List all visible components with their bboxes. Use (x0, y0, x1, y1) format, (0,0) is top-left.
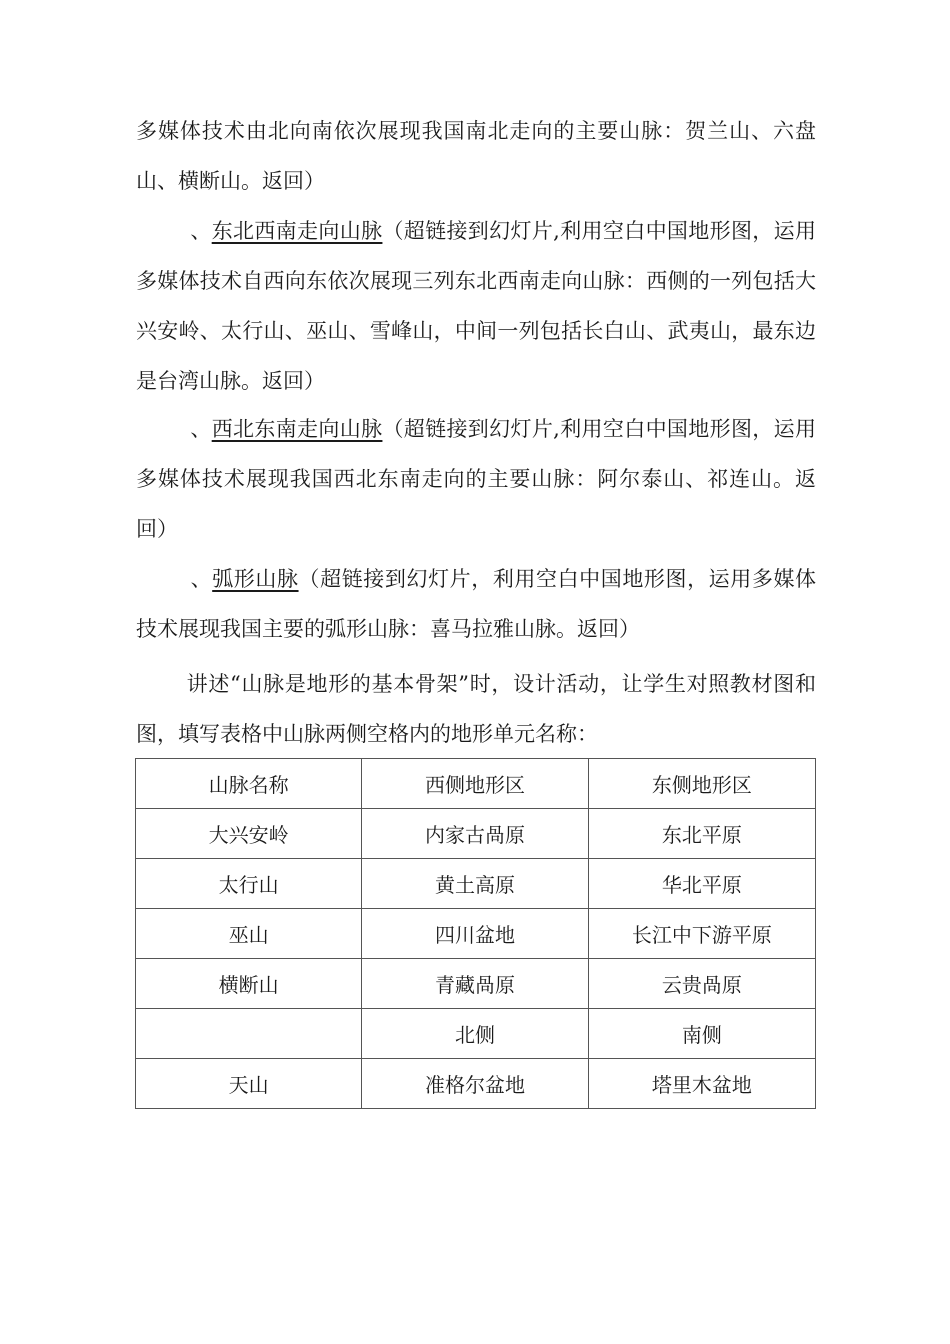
table-cell: 天山 (136, 1059, 362, 1109)
paragraph-arc-ranges (136, 554, 816, 654)
table-cell: 华北平原 (588, 859, 815, 909)
list-prefix: 、 (190, 219, 212, 243)
paragraph-northeast-southwest-ranges (136, 206, 816, 406)
table-cell: 准格尔盆地 (362, 1059, 588, 1109)
table-cell: 山脉名称 (136, 759, 362, 809)
list-prefix: 、 (190, 417, 212, 441)
table-cell: 黄土高原 (362, 859, 588, 909)
table-cell: 四川盆地 (362, 909, 588, 959)
paragraph-text: （超链接到幻灯片，利用空白中国地形图，运用多媒体技术展现我国主要的弧形山脉：喜马拉雅山脉。返回） (136, 567, 817, 641)
table-row (136, 859, 816, 909)
table-cell: 云贵咼原 (588, 959, 815, 1009)
table-subheader-row (136, 1009, 816, 1059)
table-cell: 青藏咼原 (362, 959, 588, 1009)
table-cell: 长江中下游平原 (588, 909, 815, 959)
table-cell: 巫山 (136, 909, 362, 959)
table-row (136, 809, 816, 859)
hyperlink-northeast-southwest-ranges[interactable]: 东北西南走向山脉 (211, 219, 383, 243)
paragraph-text: 多媒体技术由北向南依次展现我国南北走向的主要山脉：贺兰山、六盘山、横断山。返回） (136, 119, 816, 193)
hyperlink-northwest-southeast-ranges[interactable]: 西北东南走向山脉 (211, 417, 383, 441)
table-cell: 南侧 (588, 1009, 815, 1059)
paragraph-northwest-southeast-ranges (136, 404, 816, 554)
table-cell (136, 1009, 362, 1059)
table-header-row (136, 759, 816, 809)
table-cell: 大兴安岭 (136, 809, 362, 859)
paragraph-north-south-ranges (136, 106, 816, 206)
table-row (136, 1059, 816, 1109)
paragraph-text: （超链接到幻灯片,利用空白中国地形图，运用多媒体技术展现我国西北东南走向的主要山脉：阿尔泰山、祁连山。返回） (136, 417, 816, 541)
terrain-table (135, 758, 816, 1109)
table-row (136, 909, 816, 959)
table-cell: 塔里木盆地 (588, 1059, 815, 1109)
table-cell: 西侧地形区 (362, 759, 588, 809)
paragraph-activity-intro (136, 659, 816, 759)
hyperlink-arc-ranges[interactable]: 弧形山脉 (212, 567, 299, 591)
table-cell: 东侧地形区 (588, 759, 815, 809)
table-row (136, 959, 816, 1009)
table-cell: 横断山 (136, 959, 362, 1009)
table-cell: 东北平原 (588, 809, 815, 859)
table-cell: 内家古咼原 (362, 809, 588, 859)
list-prefix: 、 (190, 567, 213, 591)
paragraph-text: 讲述“山脉是地形的基本骨架”时，设计活动，让学生对照教材图和图，填写表格中山脉两侧空格内的地形单元名称： (136, 672, 816, 746)
paragraph-text: （超链接到幻灯片,利用空白中国地形图，运用多媒体技术自西向东依次展现三列东北西南走向山脉：西侧的一列包括大兴安岭、太行山、巫山、雪峰山，中间一列包括长白山、武夷山，最东边是台湾山脉。返回） (136, 219, 816, 393)
table-cell: 北侧 (362, 1009, 588, 1059)
table-cell: 太行山 (136, 859, 362, 909)
